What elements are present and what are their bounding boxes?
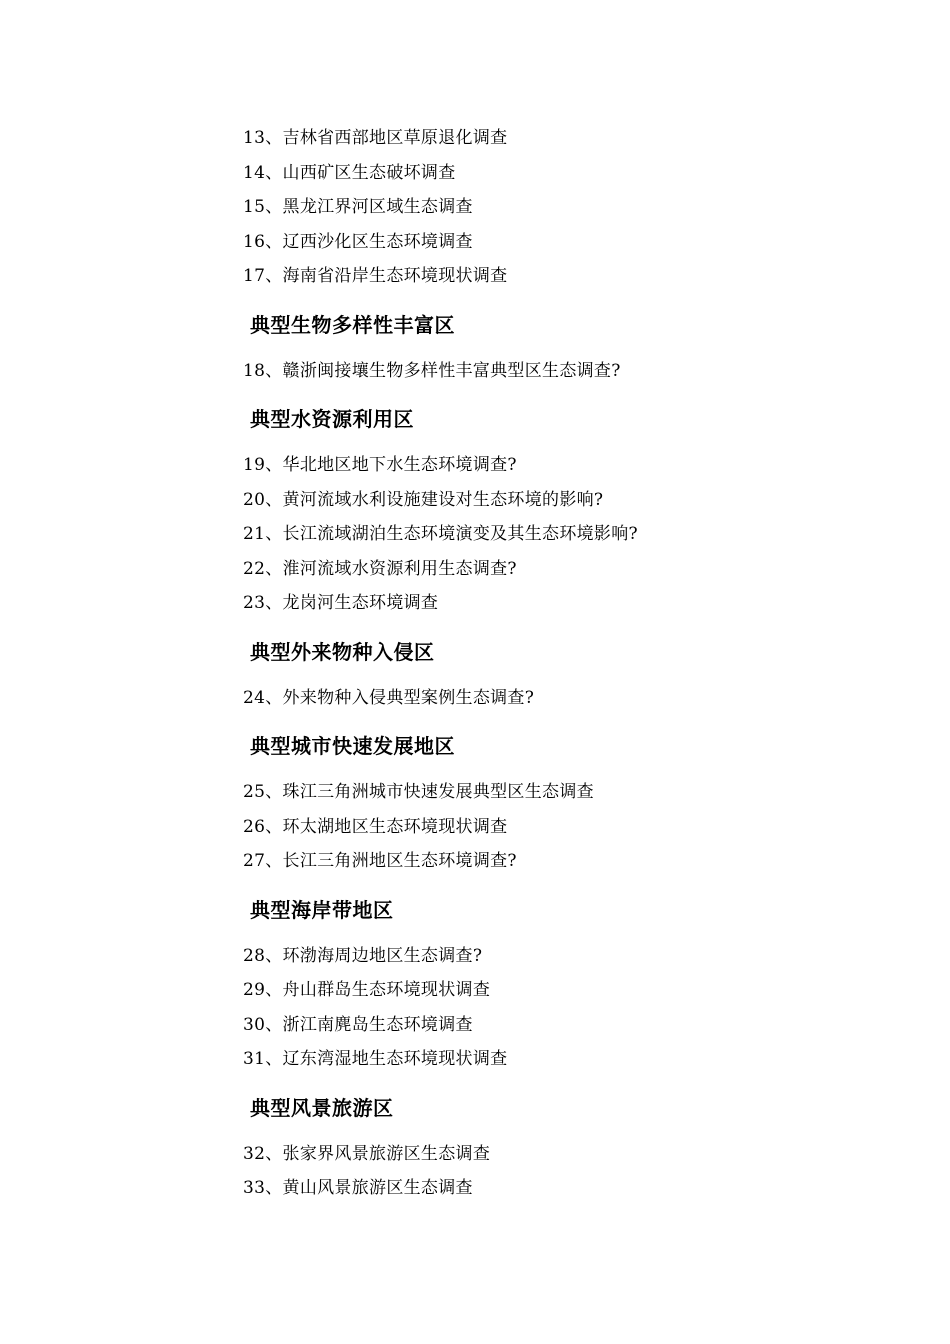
list-item: 21、长江流域湖泊生态环境演变及其生态环境影响?: [243, 524, 638, 544]
list-item: 23、龙岗河生态环境调查: [243, 593, 439, 613]
list-item: 15、黑龙江界河区域生态调查: [243, 197, 473, 217]
list-item: 14、山西矿区生态破坏调查: [243, 162, 456, 183]
list-item: 19、华北地区地下水生态环境调查?: [243, 455, 517, 475]
list-item: 29、舟山群岛生态环境现状调查: [243, 980, 491, 1000]
list-item: 17、海南省沿岸生态环境现状调查: [243, 266, 508, 286]
list-item: 31、辽东湾湿地生态环境现状调查: [243, 1049, 508, 1069]
list-item: 33、黄山风景旅游区生态调查: [243, 1178, 473, 1198]
list-item: 25、珠江三角洲城市快速发展典型区生态调查: [243, 782, 594, 802]
section-heading: 典型水资源利用区: [250, 407, 414, 431]
list-item: 32、张家界风景旅游区生态调查: [243, 1143, 491, 1164]
section-heading: 典型外来物种入侵区: [250, 639, 435, 664]
survey-list: [243, 121, 803, 1206]
section-heading: 典型海岸带地区: [250, 897, 394, 922]
list-item: 13、吉林省西部地区草原退化调查: [243, 128, 508, 148]
section-heading: 典型生物多样性丰富区: [250, 312, 455, 337]
section-heading: 典型城市快速发展地区: [250, 734, 455, 758]
list-item: 20、黄河流域水利设施建设对生态环境的影响?: [243, 489, 604, 510]
list-item: 22、淮河流域水资源利用生态调查?: [243, 558, 517, 579]
list-item: 28、环渤海周边地区生态调查?: [243, 945, 483, 966]
list-item: 30、浙江南麂岛生态环境调查: [243, 1014, 473, 1035]
list-item: 26、环太湖地区生态环境现状调查: [243, 816, 508, 837]
list-item: 18、赣浙闽接壤生物多样性丰富典型区生态调查?: [243, 360, 621, 381]
list-item: 24、外来物种入侵典型案例生态调查?: [243, 687, 535, 708]
section-heading: 典型风景旅游区: [250, 1095, 394, 1120]
list-item: 16、辽西沙化区生态环境调查: [243, 231, 473, 252]
list-item: 27、长江三角洲地区生态环境调查?: [243, 851, 517, 871]
